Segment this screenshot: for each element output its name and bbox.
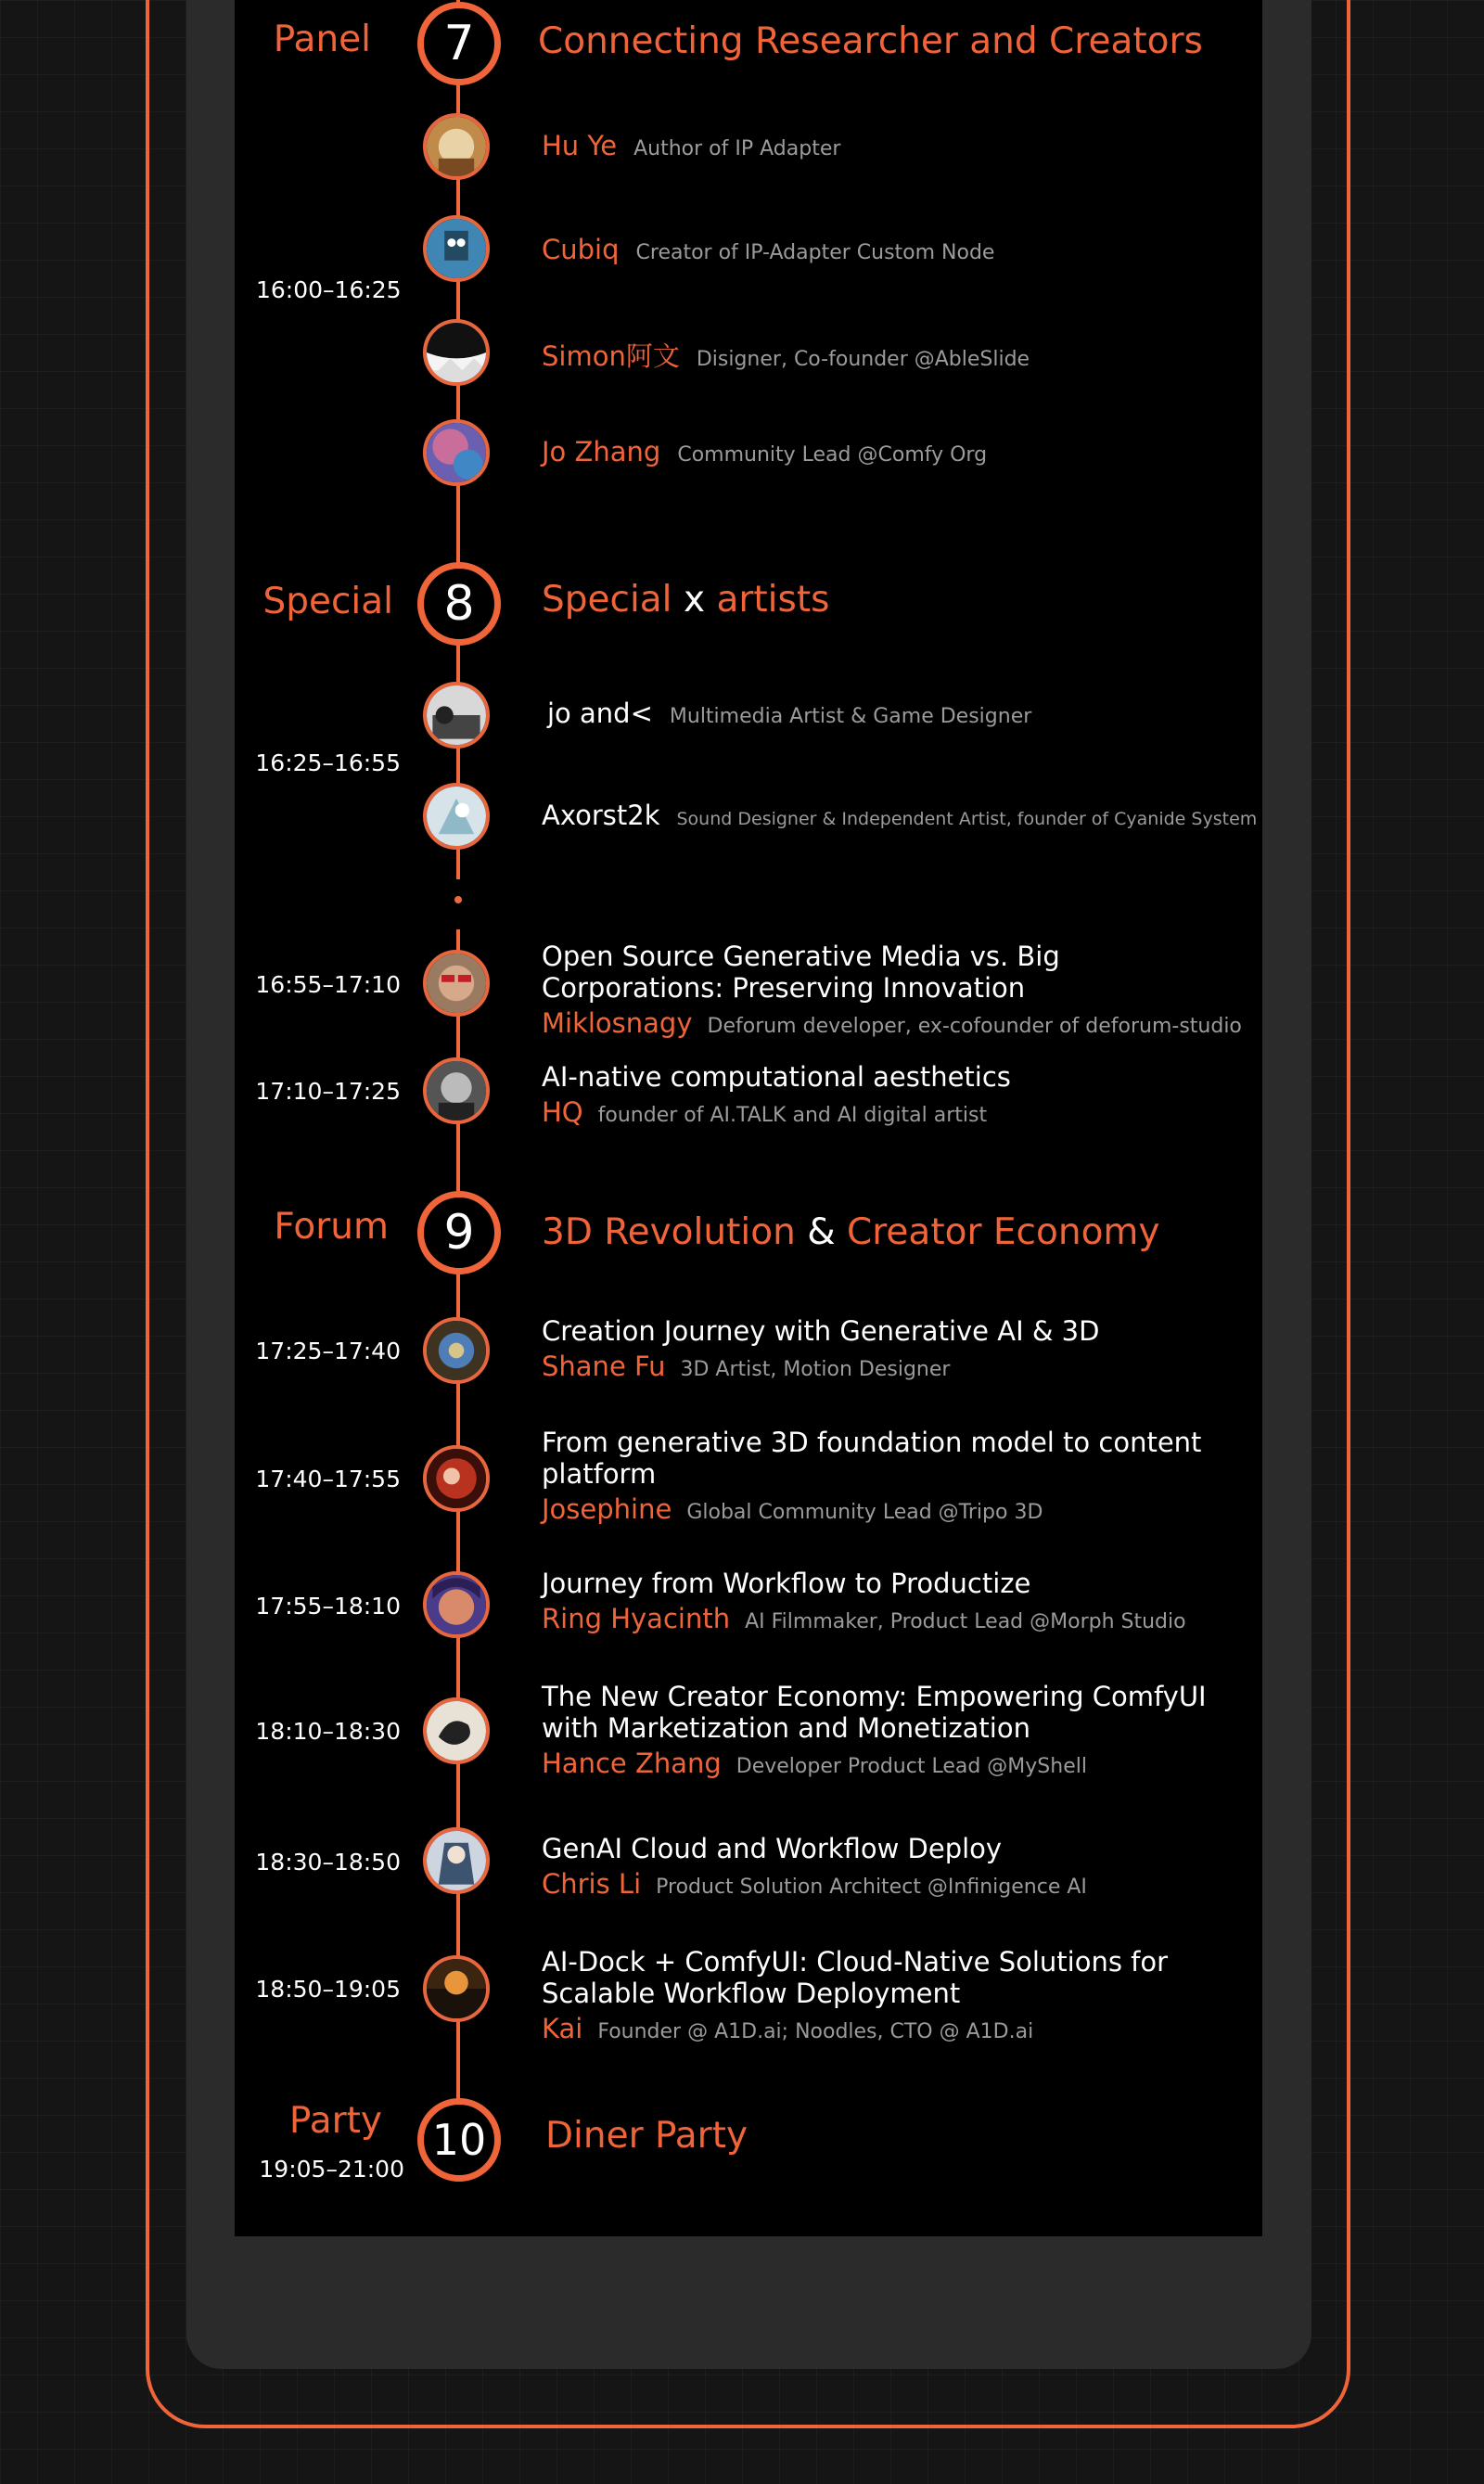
section-number-8: 8 [417, 562, 501, 646]
section-label-party: Party [288, 2100, 382, 2142]
talk-item: AI-Dock + ComfyUI: Cloud-Native Solutions for Scalable Workflow Deployment Kai Founder @ A1D.ai; Noodles, CTO @ A1D.ai [542, 1946, 1169, 2044]
avatar [423, 1571, 490, 1638]
talk-item: The New Creator Economy: Empowering ComfyUI with Marketization and Monetization Hance Zhang Developer Product Lead @MyShell [542, 1681, 1207, 1779]
talk-item: GenAI Cloud and Workflow Deploy Chris Li Product Solution Architect @Infinigence AI [542, 1833, 1087, 1900]
speaker-jo-zhang: Jo Zhang Community Lead @Comfy Org [542, 436, 988, 467]
talk-item: From generative 3D foundation model to content platform Josephine Global Community Lead @Tripo 3D [542, 1427, 1202, 1525]
time-slot: 17:55–18:10 [255, 1593, 401, 1620]
avatar [423, 1827, 490, 1894]
time-slot: 18:30–18:50 [255, 1849, 401, 1876]
section-label-special: Special [262, 581, 393, 622]
avatar [423, 1955, 490, 2022]
time-slot: 17:25–17:40 [255, 1338, 401, 1364]
section-title-forum: 3D Revolution & Creator Economy [542, 1211, 1160, 1253]
time-slot: 16:00–16:25 [256, 276, 402, 303]
avatar [423, 215, 490, 282]
avatar [423, 950, 490, 1017]
avatar [423, 1697, 490, 1764]
time-slot: 16:25–16:55 [255, 749, 401, 776]
avatar [423, 1057, 490, 1124]
time-slot: 17:40–17:55 [255, 1466, 401, 1492]
avatar [423, 1445, 490, 1512]
time-slot: 16:55–17:10 [255, 971, 401, 998]
section-number-9: 9 [417, 1191, 501, 1274]
time-slot: 17:10–17:25 [255, 1078, 401, 1105]
avatar [423, 783, 490, 850]
talk-item: AI-native computational aesthetics HQ founder of AI.TALK and AI digital artist [542, 1061, 1011, 1128]
speaker-simon: Simon阿文 Disigner, Co-founder @AbleSlide [542, 340, 1030, 372]
avatar [423, 419, 490, 486]
talk-item: Creation Journey with Generative AI & 3D Shane Fu 3D Artist, Motion Designer [542, 1315, 1100, 1382]
section-label-panel: Panel [273, 19, 371, 60]
time-slot: 18:10–18:30 [255, 1718, 401, 1745]
talk-item: Journey from Workflow to Productize Ring Hyacinth AI Filmmaker, Product Lead @Morph Studio [542, 1568, 1186, 1634]
timeline-dot [454, 896, 462, 903]
section-title-special: Special x artists [542, 579, 830, 621]
speaker-cubiq: Cubiq Creator of IP-Adapter Custom Node [542, 234, 995, 265]
section-number-10: 10 [417, 2098, 501, 2182]
section-label-forum: Forum [274, 1206, 389, 1248]
avatar [423, 682, 490, 749]
time-slot: 19:05–21:00 [259, 2156, 404, 2183]
speaker-hu-ye: Hu Ye Author of IP Adapter [542, 130, 841, 161]
section-title-panel: Connecting Researcher and Creators [538, 20, 1203, 62]
time-slot: 18:50–19:05 [255, 1976, 401, 2003]
avatar [423, 319, 490, 386]
avatar [423, 113, 490, 180]
speaker-axorst2k: Axorst2k Sound Designer & Independent Artist, founder of Cyanide System [542, 800, 1258, 831]
talk-item: Open Source Generative Media vs. Big Corporations: Preserving Innovation Miklosnagy Deforum developer, ex-cofounder of deforum-studio [542, 941, 1242, 1039]
section-number-7: 7 [417, 2, 501, 85]
speaker-jo-and: jo and< Multimedia Artist & Game Designer [547, 698, 1032, 729]
section-title-party: Diner Party [545, 2115, 748, 2157]
avatar [423, 1317, 490, 1384]
